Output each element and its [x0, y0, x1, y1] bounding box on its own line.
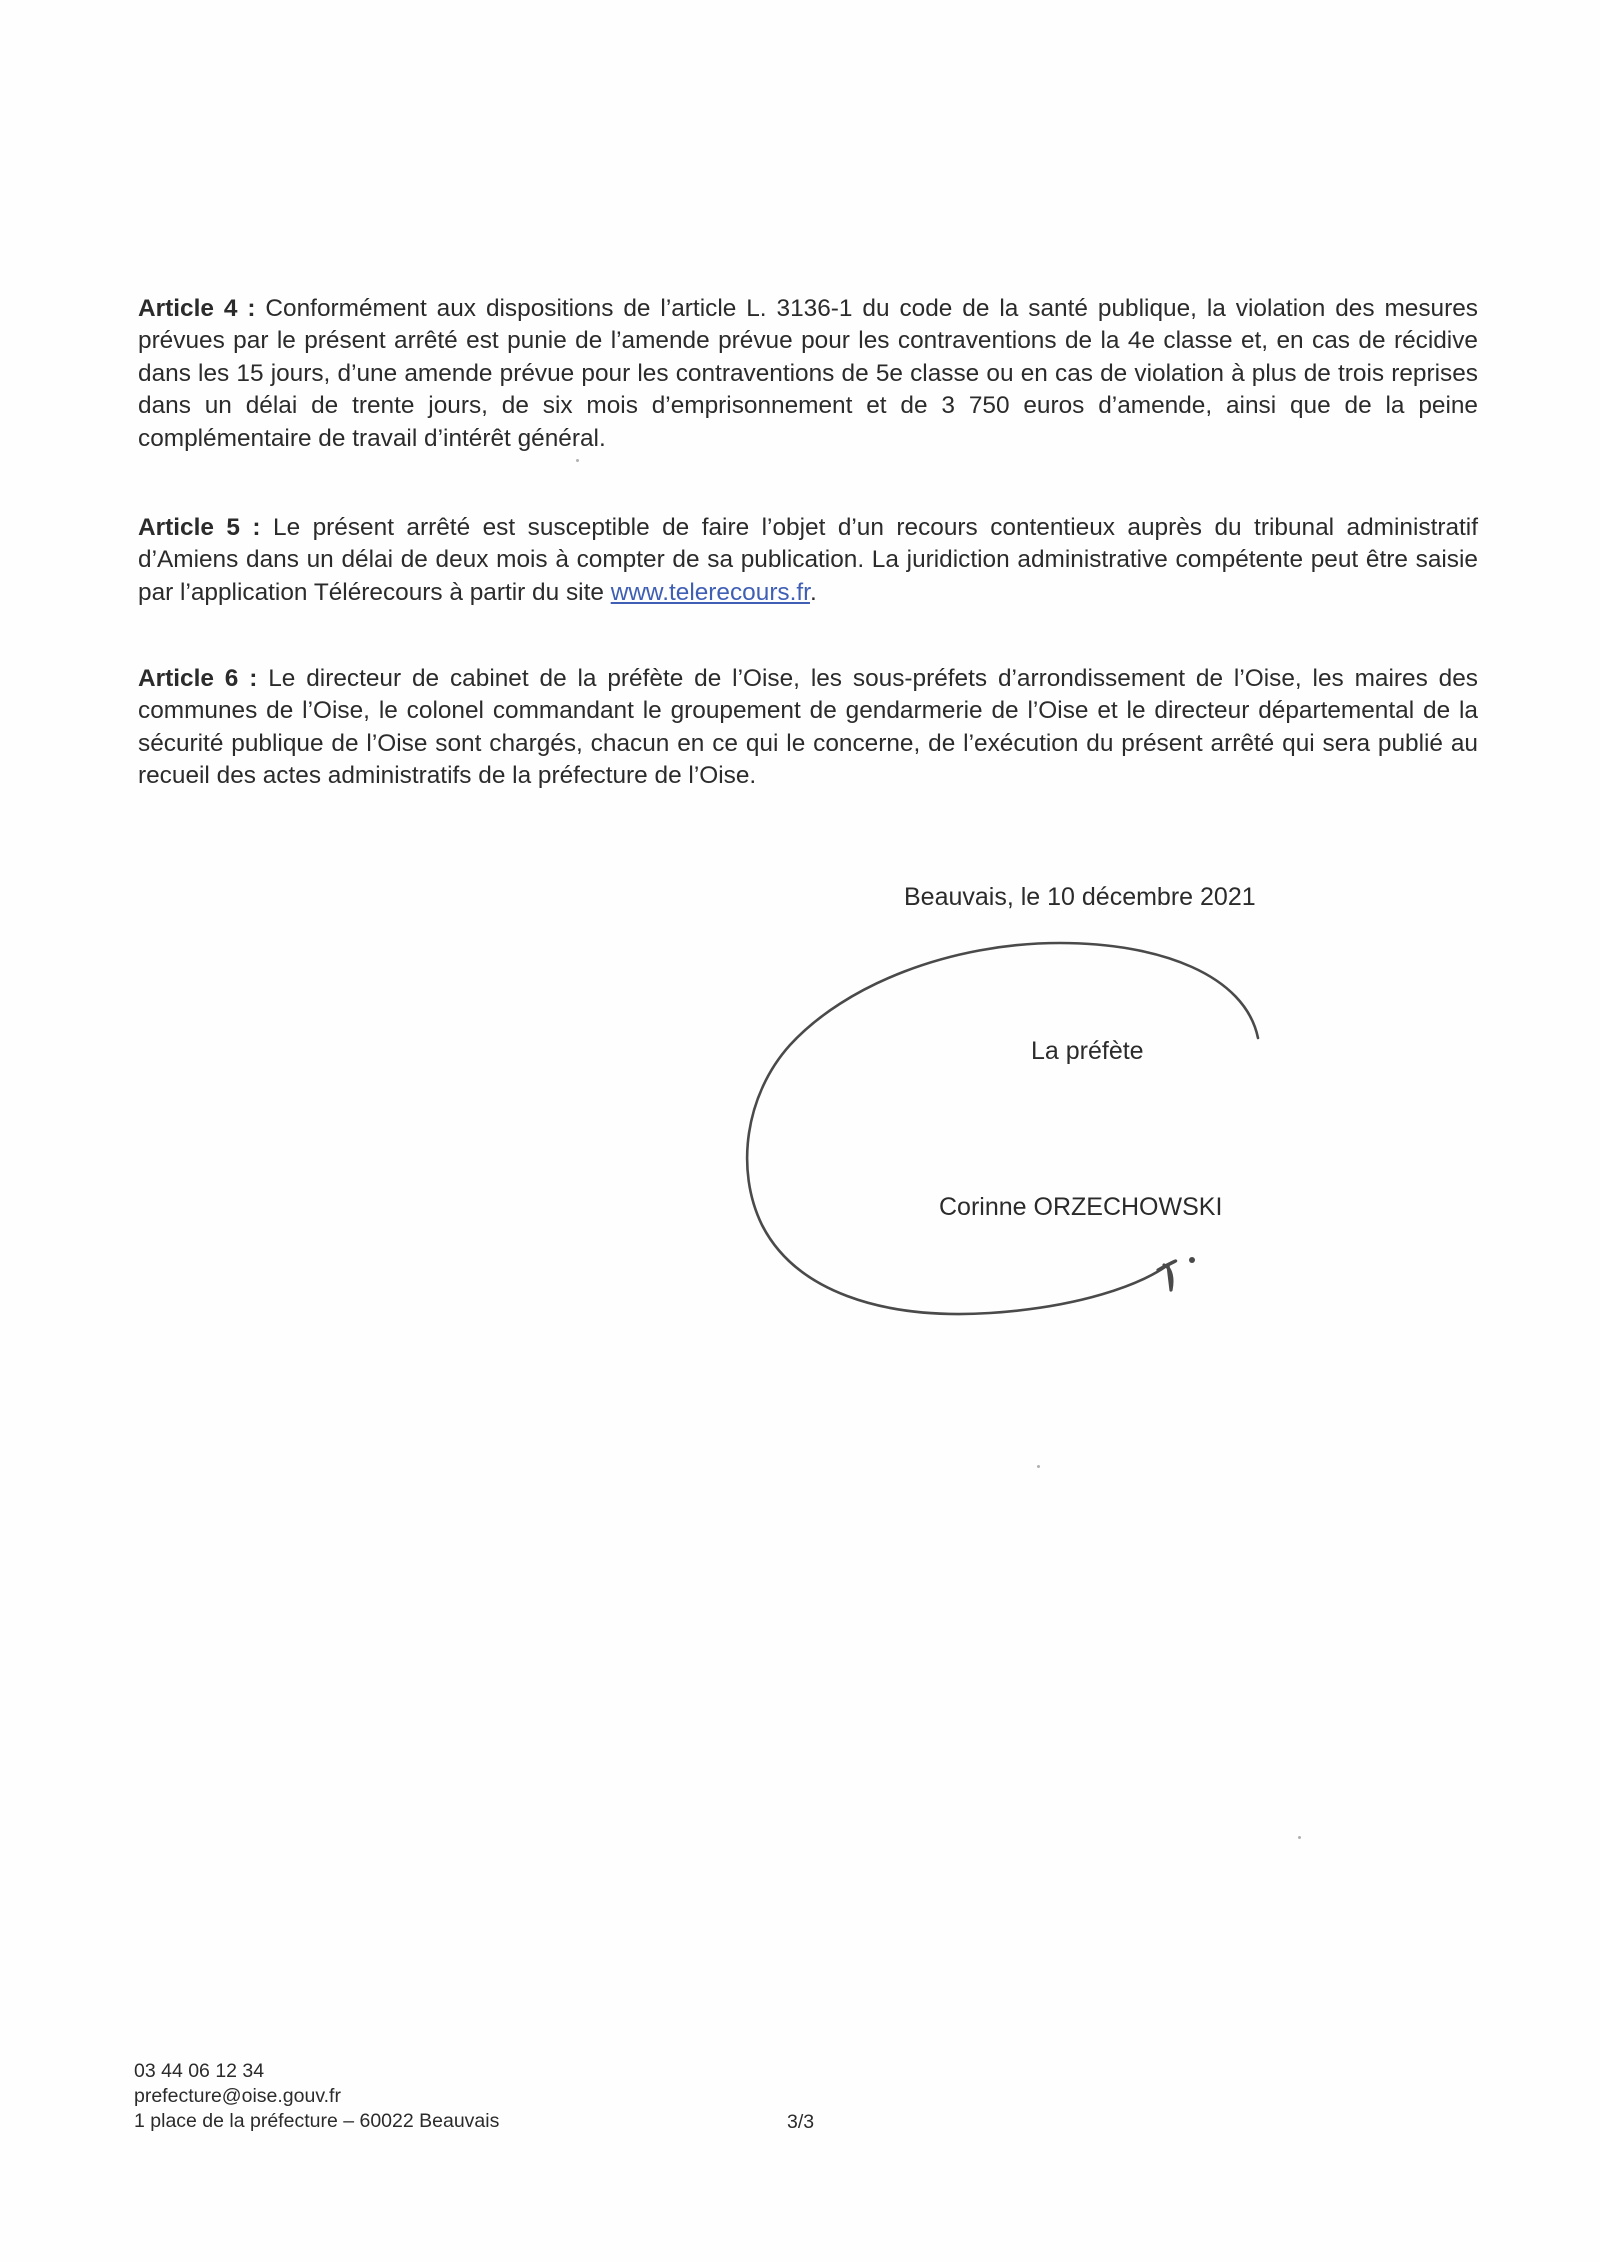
article-5 — [138, 512, 1478, 609]
signature-tail-stroke — [1158, 1261, 1176, 1290]
telerecours-link[interactable]: www.telerecours.fr — [610, 578, 810, 606]
signature-dot — [1189, 1257, 1195, 1263]
signer-name: Corinne ORZECHOWSKI — [939, 1193, 1223, 1221]
signature-loop-stroke — [747, 943, 1258, 1314]
article-4 — [138, 293, 1478, 455]
article-4-text: Conformément aux dispositions de l’article L. 3136-1 du code de la santé publique, la violation des mesures prévues par le présent arrêté est punie de l’amende prévue pour les contraventions de la 4e classe et, en cas de récidive dans les 15 jours, d’une amende prévue pour les contraventions de 5e classe ou en cas de violation à plus de trois reprises dans un délai de trente jours, de six mois d’emprisonnement et de 3 750 euros d’amende, ainsi que de la peine complémentaire de travail d’intérêt général. — [138, 295, 1478, 452]
article-5-label: Article 5 : — [138, 514, 261, 541]
scan-speck — [1298, 1836, 1301, 1839]
article-5-after-link: . — [809, 578, 817, 606]
place-date: Beauvais, le 10 décembre 2021 — [904, 883, 1256, 911]
footer-contact — [134, 2059, 499, 2134]
footer-email: prefecture@oise.gouv.fr — [134, 2085, 341, 2107]
article-6 — [138, 663, 1478, 793]
article-6-text: Le directeur de cabinet de la préfète de l’Oise, les sous-préfets d’arrondissement de l’Oise, les maires des communes de l’Oise, le colonel commandant le groupement de gendarmerie de l’Oise et le directeur départemental de la sécurité publique de l’Oise sont chargés, chacun en ce qui le concerne, de l’exécution du présent arrêté qui sera publié au recueil des actes administratifs de la préfecture de l’Oise. — [138, 665, 1478, 790]
scan-speck — [1037, 1465, 1040, 1468]
scan-speck — [576, 459, 579, 462]
article-5-text: Le présent arrêté est susceptible de faire l’objet d’un recours contentieux auprès du tribunal administratif d’Amiens dans un délai de deux mois à compter de sa publication. La juridiction administrative compétente peut être saisie par l’application Télérecours à partir du site — [138, 514, 1479, 606]
article-4-label: Article 4 : — [138, 295, 256, 322]
footer-phone: 03 44 06 12 34 — [134, 2060, 265, 2082]
handwritten-signature — [740, 935, 1280, 1335]
article-6-label: Article 6 : — [138, 665, 258, 692]
signer-role: La préfète — [1031, 1037, 1144, 1065]
page-number: 3/3 — [787, 2111, 815, 2133]
footer-address: 1 place de la préfecture – 60022 Beauvais — [134, 2110, 500, 2132]
